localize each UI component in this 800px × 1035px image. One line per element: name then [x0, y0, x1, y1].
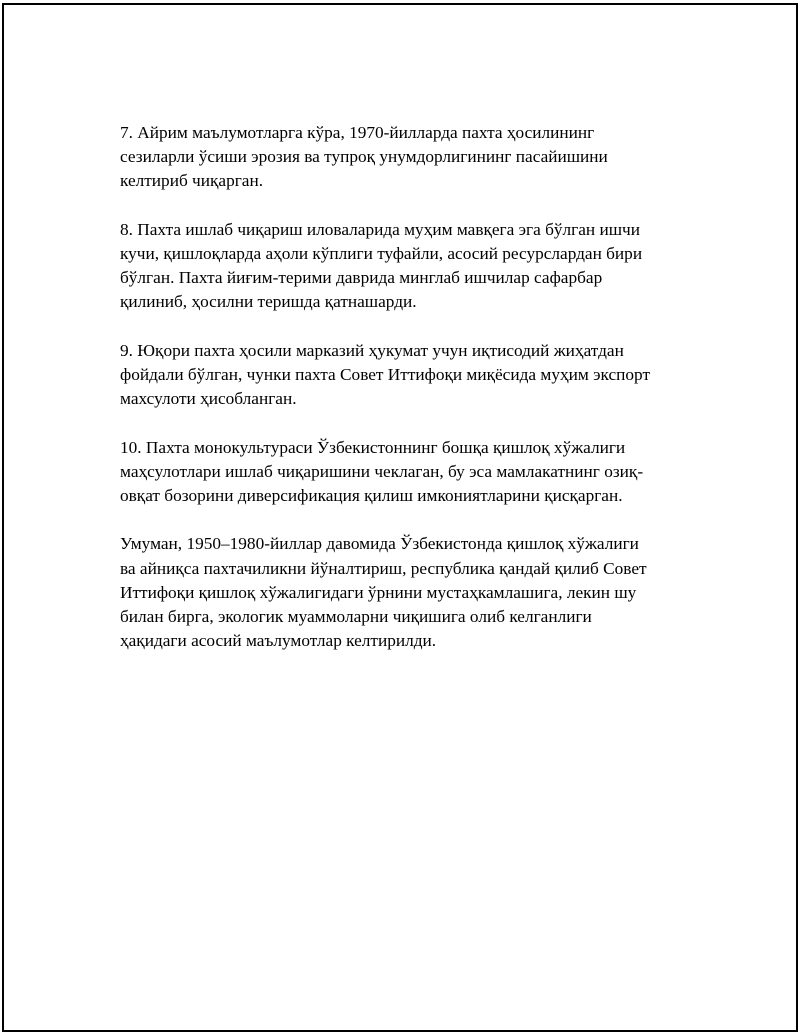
paragraph-10 — [120, 436, 700, 509]
paragraph-line: 7. Айрим маълумотларга кўра, 1970-йилларда пахта ҳосилининг — [120, 123, 595, 142]
paragraph-9 — [120, 339, 700, 412]
paragraph-line: овқат бозорини диверсификация қилиш имкониятларини қисқарган. — [120, 486, 623, 505]
paragraph-line: 9. Юқори пахта ҳосили марказий ҳукумат учун иқтисодий жиҳатдан — [120, 340, 624, 360]
paragraph-line: ҳақидаги асосий маълумотлар келтирилди. — [120, 631, 437, 651]
paragraph-line: 8. Пахта ишлаб чиқариш иловаларида муҳим мавқега эга бўлган ишчи — [120, 219, 640, 239]
paragraph-line: бўлган. Пахта йиғим-терими даврида минглаб ишчилар сафарбар — [120, 268, 603, 288]
paragraph-line: қилиниб, ҳосилни теришда қатнашарди. — [120, 292, 417, 312]
paragraph-line: кучи, қишлоқларда аҳоли кўплиги туфайли, асосий ресурслардан бири — [120, 244, 643, 263]
paragraph-line: Умуман, 1950–1980-йиллар давомида Ўзбекистонда қишлоқ хўжалиги — [120, 534, 639, 554]
paragraph-line: ва айниқса пахтачиликни йўналтириш, республика қандай қилиб Совет — [120, 558, 647, 578]
paragraph-line: Иттифоқи қишлоқ хўжалигидаги ўрнини мустаҳкамлашига, лекин шу — [120, 582, 637, 602]
document-body — [120, 121, 700, 678]
paragraph-conclusion — [120, 532, 700, 653]
paragraph-line: фойдали бўлган, чунки пахта Совет Иттифоқи миқёсида муҳим экспорт — [120, 365, 651, 384]
paragraph-7 — [120, 121, 700, 194]
paragraph-line: махсулоти ҳисобланган. — [120, 389, 297, 409]
paragraph-line: 10. Пахта монокультураси Ўзбекистоннинг бошқа қишлоқ хўжалиги — [120, 437, 626, 457]
paragraph-8 — [120, 218, 700, 315]
page-frame — [2, 3, 798, 1032]
paragraph-line: сезиларли ўсиши эрозия ва тупроқ унумдорлигининг пасайишини — [120, 147, 608, 167]
paragraph-line: маҳсулотлари ишлаб чиқаришини чеклаган, бу эса мамлакатнинг озиқ- — [120, 461, 644, 481]
paragraph-line: келтириб чиқарган. — [120, 171, 264, 191]
paragraph-line: билан бирга, экологик муаммоларни чиқишига олиб келганлиги — [120, 607, 592, 626]
